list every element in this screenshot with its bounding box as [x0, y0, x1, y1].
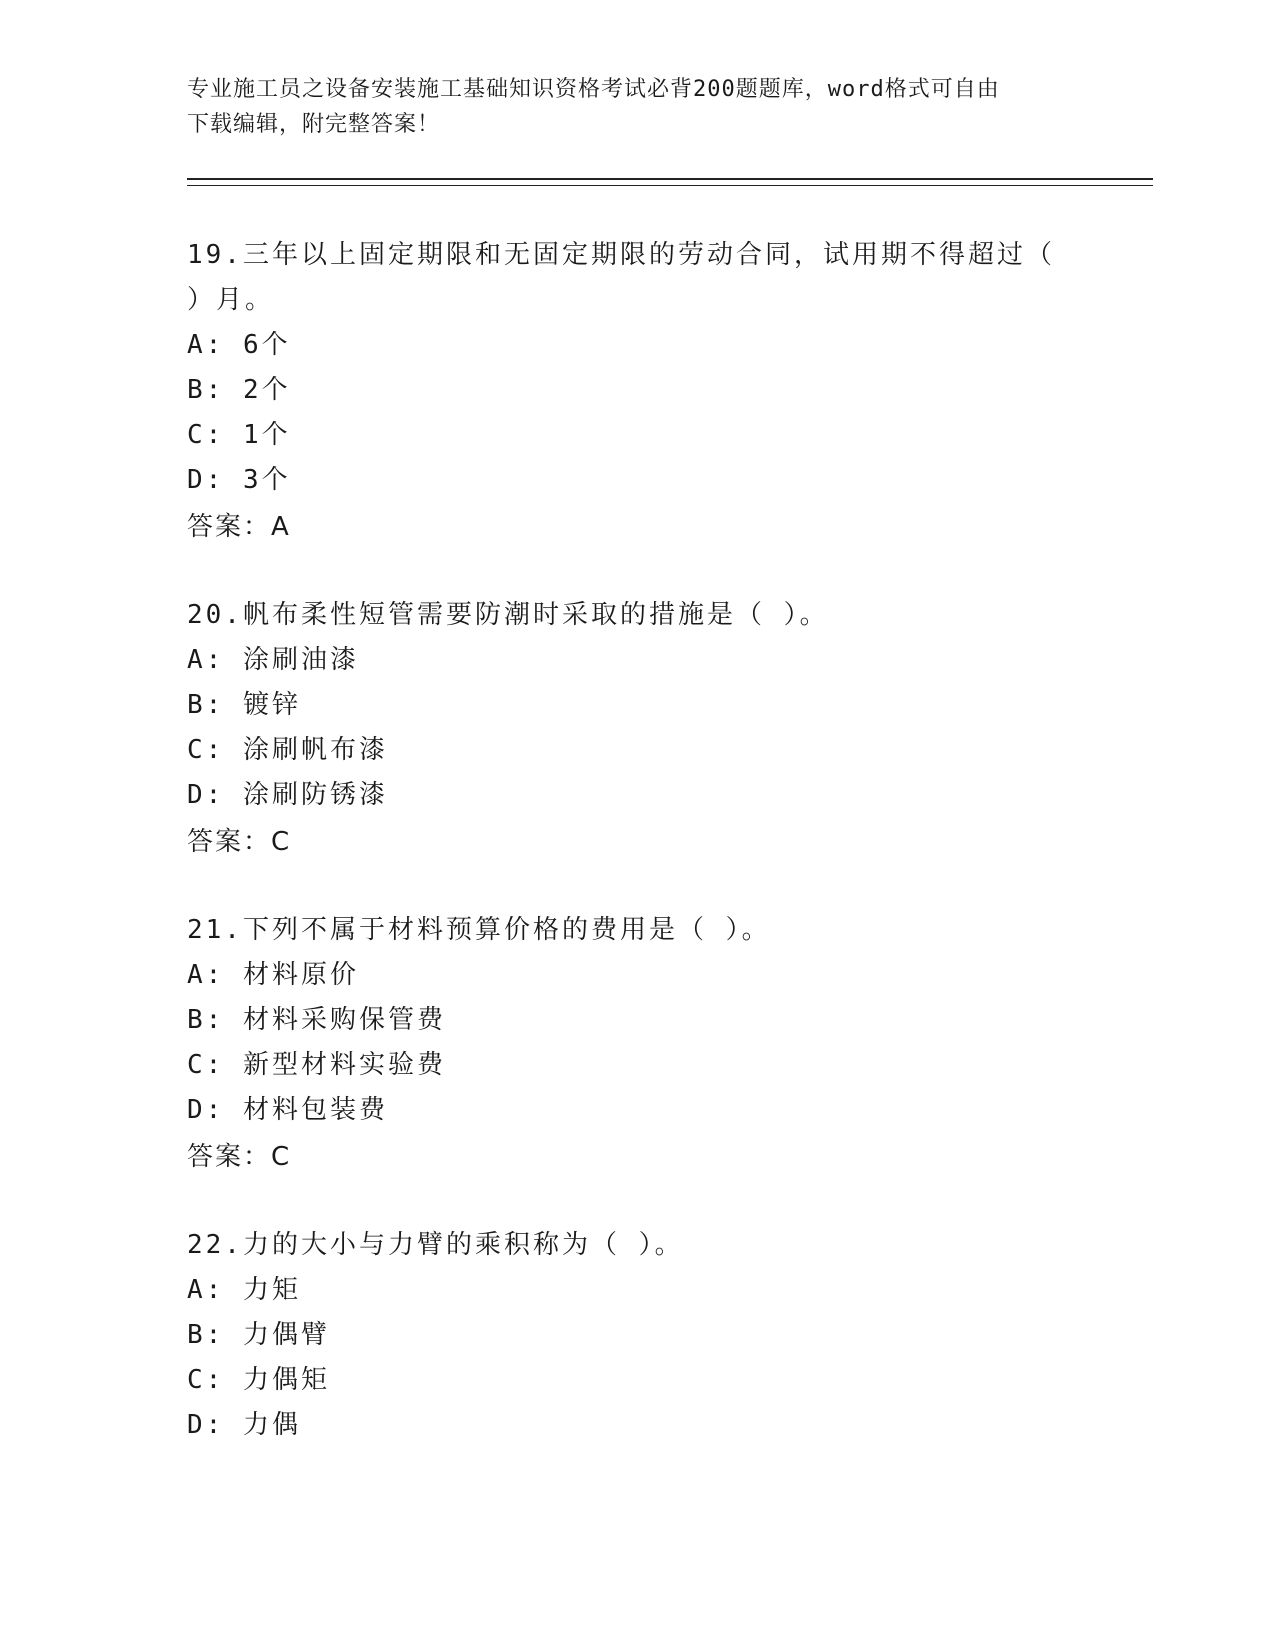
option-d: D: 3个	[187, 465, 291, 495]
option-b: B: 材料采购保管费	[187, 1005, 446, 1035]
document-header	[187, 72, 1087, 142]
question-19	[187, 233, 1067, 551]
option-c: C: 涂刷帆布漆	[187, 735, 388, 765]
option-d: D: 材料包装费	[187, 1095, 388, 1125]
option-a: A: 力矩	[187, 1275, 301, 1305]
option-a: A: 涂刷油漆	[187, 645, 359, 675]
option-d: D: 涂刷防锈漆	[187, 780, 388, 810]
header-divider	[187, 178, 1153, 186]
option-b: B: 镀锌	[187, 690, 301, 720]
question-20	[187, 593, 1067, 866]
option-a: A: 材料原价	[187, 960, 359, 990]
option-a: A: 6个	[187, 330, 291, 360]
question-list	[187, 233, 1067, 1490]
header-title-line-1: 专业施工员之设备安装施工基础知识资格考试必背200题题库，word格式可自由	[187, 77, 1000, 102]
header-title-line-2: 下载编辑，附完整答案！	[187, 112, 441, 137]
option-c: C: 新型材料实验费	[187, 1050, 446, 1080]
question-stem: 20.帆布柔性短管需要防潮时采取的措施是（ ）。	[187, 600, 829, 630]
question-22	[187, 1223, 1067, 1448]
option-b: B: 2个	[187, 375, 291, 405]
question-answer: 答案：A	[187, 512, 291, 542]
option-d: D: 力偶	[187, 1410, 301, 1440]
question-stem: 21.下列不属于材料预算价格的费用是（ ）。	[187, 915, 771, 945]
question-stem: 22.力的大小与力臂的乘积称为（ ）。	[187, 1230, 684, 1260]
question-answer: 答案：C	[187, 1142, 292, 1172]
option-c: C: 力偶矩	[187, 1365, 330, 1395]
question-21	[187, 908, 1067, 1181]
option-b: B: 力偶臂	[187, 1320, 330, 1350]
option-c: C: 1个	[187, 420, 291, 450]
question-stem: 19.三年以上固定期限和无固定期限的劳动合同，试用期不得超过（ ）月。	[187, 240, 1055, 315]
question-answer: 答案：C	[187, 827, 292, 857]
